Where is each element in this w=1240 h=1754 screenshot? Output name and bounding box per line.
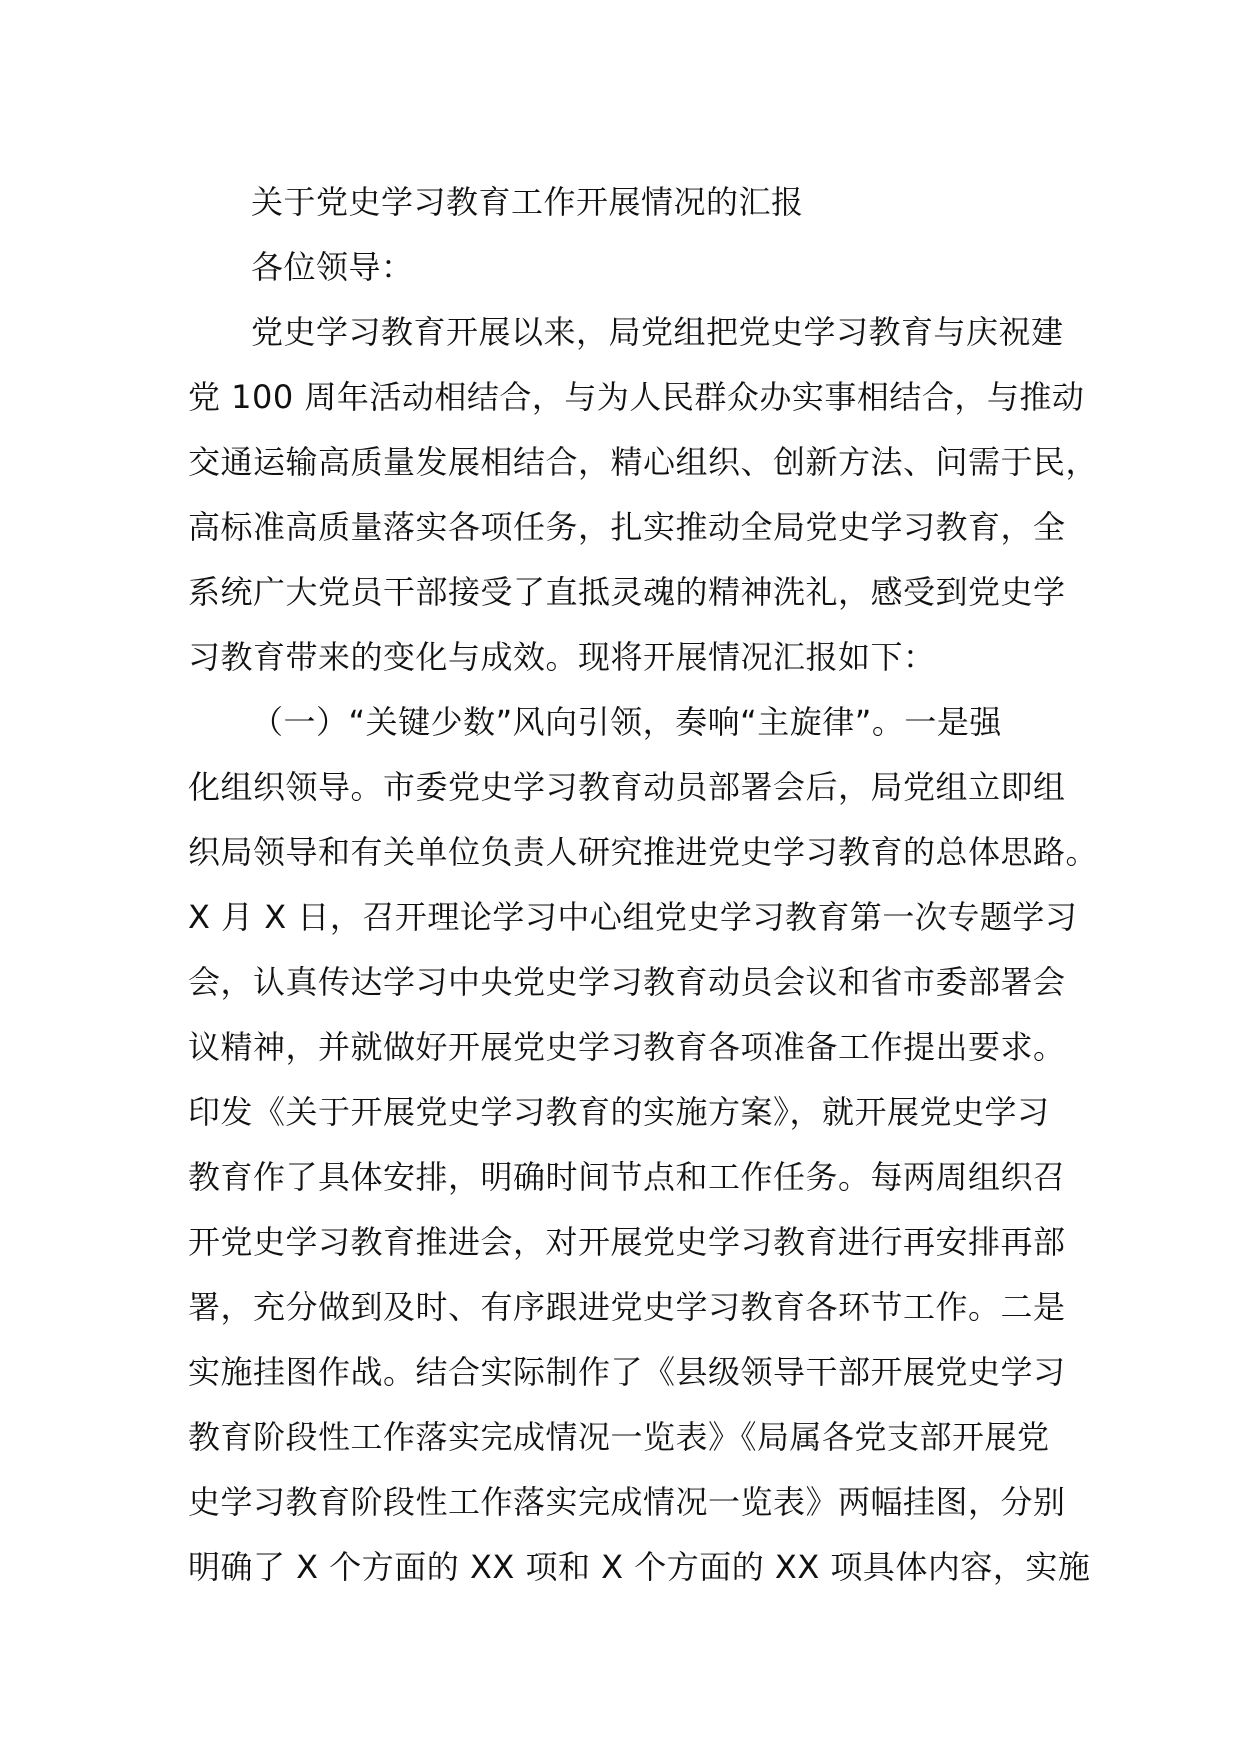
paragraph-line: 史学习教育阶段性工作落实完成情况一览表》两幅挂图，分别 <box>188 1483 1066 1521</box>
paragraph-line: 实施挂图作战。结合实际制作了《县级领导干部开展党史学习 <box>188 1353 1066 1391</box>
paragraph-line: 会，认真传达学习中央党史学习教育动员会议和省市委部署会 <box>188 963 1066 1001</box>
salutation: 各位领导： <box>251 248 414 286</box>
document-body <box>188 170 1099 1600</box>
paragraph-line: 开党史学习教育推进会，对开展党史学习教育进行再安排再部 <box>188 1223 1066 1261</box>
paragraph-line: 交通运输高质量发展相结合，精心组织、创新方法、问需于民， <box>188 443 1099 481</box>
paragraph-line: 化组织领导。市委党史学习教育动员部署会后，局党组立即组 <box>188 768 1066 806</box>
paragraph-line: 系统广大党员干部接受了直抵灵魂的精神洗礼，感受到党史学 <box>188 573 1066 611</box>
document-title: 关于党史学习教育工作开展情况的汇报 <box>251 183 804 221</box>
paragraph-line: 织局领导和有关单位负责人研究推进党史学习教育的总体思路。 <box>188 833 1099 871</box>
paragraph-line: 高标准高质量落实各项任务，扎实推动全局党史学习教育，全 <box>188 508 1066 546</box>
paragraph-line: （一）“关键少数”风向引领，奏响“主旋律”。一是强 <box>251 703 1002 741</box>
paragraph-line: 署，充分做到及时、有序跟进党史学习教育各环节工作。二是 <box>188 1288 1066 1326</box>
paragraph-line: 党史学习教育开展以来，局党组把党史学习教育与庆祝建 <box>251 313 1064 351</box>
paragraph-line: 议精神，并就做好开展党史学习教育各项准备工作提出要求。 <box>188 1028 1066 1066</box>
paragraph-line: 党 100 周年活动相结合，与为人民群众办实事相结合，与推动 <box>188 378 1085 416</box>
paragraph-line: 印发《关于开展党史学习教育的实施方案》，就开展党史学习 <box>188 1093 1050 1131</box>
paragraph-line: X 月 X 日，召开理论学习中心组党史学习教育第一次专题学习 <box>188 898 1078 936</box>
paragraph-line: 明确了 X 个方面的 XX 项和 X 个方面的 XX 项具体内容，实施 <box>188 1548 1091 1586</box>
paragraph-line: 教育阶段性工作落实完成情况一览表》《局属各党支部开展党 <box>188 1418 1050 1456</box>
paragraph-line: 习教育带来的变化与成效。现将开展情况汇报如下： <box>188 638 936 676</box>
paragraph-line: 教育作了具体安排，明确时间节点和工作任务。每两周组织召 <box>188 1158 1066 1196</box>
